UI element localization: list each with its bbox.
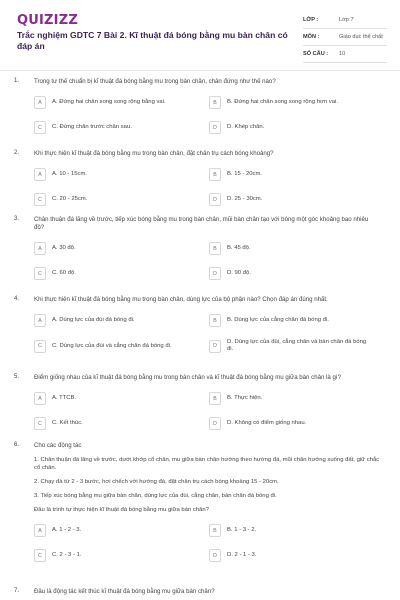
option-letter-box: B xyxy=(209,392,221,405)
answer-option-a[interactable] xyxy=(34,524,209,537)
question-number: 1. xyxy=(14,78,20,84)
meta-value: 10 xyxy=(339,51,346,57)
answer-options xyxy=(34,164,384,206)
option-text: A. Đứng hai chân song song rộng bằng vai. xyxy=(52,99,166,105)
question-number: 6. xyxy=(14,442,20,448)
question-text: Điểm giống nhau của kĩ thuật đá bóng bằng mu trong bàn chân và kĩ thuật đá bóng bằng mu giữa bàn chân là gì? xyxy=(34,374,341,381)
question-subtext: Đâu là trình tự thực hiện kĩ thuật đá bóng bằng mu giữa bàn chân? xyxy=(34,507,209,513)
option-text: B. 15 - 20cm. xyxy=(227,171,263,177)
question-text: Khi thực hiện kĩ thuật đá bóng bằng mu trong bàn chân, dùng lực của bộ phận nào? Chọn đáp án đúng nhất. xyxy=(34,296,328,303)
option-letter-box: B xyxy=(209,314,221,327)
option-letter-box: A xyxy=(34,96,46,109)
option-letter-box: A xyxy=(34,524,46,537)
answer-option-a[interactable] xyxy=(34,96,209,109)
option-letter-box: C xyxy=(34,121,46,134)
page-title: Trắc nghiệm GDTC 7 Bài 2. Kĩ thuật đá bóng bằng mu bàn chân có đáp án xyxy=(17,30,288,51)
option-letter-box: D xyxy=(209,340,221,353)
option-text: B. 1 - 3 - 2. xyxy=(227,527,257,533)
option-text: B. Thực hiện. xyxy=(227,395,263,401)
question-6 xyxy=(0,442,384,562)
answer-option-b[interactable] xyxy=(209,242,384,255)
option-letter-box: A xyxy=(34,314,46,327)
option-text: C. 60 độ. xyxy=(52,270,76,276)
answer-option-b[interactable] xyxy=(209,96,384,109)
option-text: C. Đứng chân trước chân sau. xyxy=(52,124,132,130)
answer-option-b[interactable] xyxy=(209,314,384,327)
question-number: 5. xyxy=(14,374,20,380)
option-letter-box: D xyxy=(209,417,221,430)
question-number: 3. xyxy=(14,216,20,222)
answer-option-d[interactable] xyxy=(209,267,384,280)
option-text: C. Kết thúc. xyxy=(52,420,83,426)
option-letter-box: B xyxy=(209,96,221,109)
option-letter-box: C xyxy=(34,340,46,353)
option-text: C. Dùng lực của đùi và cẳng chân đá bóng đi. xyxy=(52,342,172,349)
question-5 xyxy=(0,374,384,430)
answer-option-d[interactable] xyxy=(209,121,384,134)
option-letter-box: B xyxy=(209,242,221,255)
option-text: A. 1 - 2 - 3. xyxy=(52,527,82,533)
option-text: B. Dùng lực của cẳng chân đá bóng đi. xyxy=(227,317,329,323)
answer-option-c[interactable] xyxy=(34,417,209,430)
answer-option-d[interactable] xyxy=(209,339,384,353)
option-text: C. 2 - 3 - 1. xyxy=(52,552,82,558)
answer-options xyxy=(34,238,384,280)
quizizz-logo: QUIZIZZ xyxy=(17,13,78,28)
option-text: A. 10 - 15cm. xyxy=(52,171,88,177)
answer-option-d[interactable] xyxy=(209,417,384,430)
option-letter-box: C xyxy=(34,549,46,562)
option-letter-box: D xyxy=(209,267,221,280)
meta-value: Giáo dục thể chất xyxy=(339,34,383,40)
option-letter-box: C xyxy=(34,193,46,206)
option-letter-box: C xyxy=(34,267,46,280)
question-4 xyxy=(0,296,384,353)
answer-option-d[interactable] xyxy=(209,549,384,562)
answer-option-c[interactable] xyxy=(34,267,209,280)
option-text: A. TTCB. xyxy=(52,395,77,401)
question-subtext: 3. Tiếp xúc bóng bằng mu giữa bàn chân, dùng lực của đùi, cẳng chân, bàn chân đá bóng đi. xyxy=(34,493,277,499)
question-3 xyxy=(0,216,384,280)
question-number: 2. xyxy=(14,150,20,156)
option-text: D. 25 - 30cm. xyxy=(227,196,263,202)
question-number: 4. xyxy=(14,296,20,302)
answer-option-d[interactable] xyxy=(209,193,384,206)
option-letter-box: B xyxy=(209,168,221,181)
worksheet-header xyxy=(0,0,400,72)
question-text: Chân thuận đá lăng về trước, tiếp xúc bóng bằng mu trong bàn chân, mũi bàn chân tạo với bóng một góc khoảng bao nhiêu độ? xyxy=(34,216,369,231)
answer-option-b[interactable] xyxy=(209,524,384,537)
question-text: Đâu là động tác kết thúc kĩ thuật đá bóng bằng mu giữa bàn chân? xyxy=(34,588,215,595)
header-divider xyxy=(0,70,400,71)
answer-option-c[interactable] xyxy=(34,339,209,353)
option-letter-box: C xyxy=(34,417,46,430)
option-text: A. 30 độ. xyxy=(52,245,76,251)
option-letter-box: B xyxy=(209,524,221,537)
answer-option-b[interactable] xyxy=(209,392,384,405)
question-number: 7. xyxy=(14,588,20,594)
question-7 xyxy=(0,588,379,596)
answer-option-a[interactable] xyxy=(34,242,209,255)
question-text: Cho các động tác xyxy=(34,442,82,449)
answer-option-a[interactable] xyxy=(34,314,209,327)
meta-label: LỚP : xyxy=(303,17,319,23)
option-text: D. Không có điểm giống nhau. xyxy=(227,420,307,426)
answer-option-c[interactable] xyxy=(34,121,209,134)
meta-row-subject xyxy=(303,29,387,46)
meta-label: MÔN : xyxy=(303,34,320,40)
answer-options xyxy=(34,388,384,430)
answer-option-a[interactable] xyxy=(34,168,209,181)
question-subtext: 2. Chạy đà từ 2 - 3 bước, hơi chếch với hướng đá, đặt chân trụ cách bóng khoảng 15 - 20cm. xyxy=(34,479,279,485)
answer-option-c[interactable] xyxy=(34,549,209,562)
answer-option-b[interactable] xyxy=(209,168,384,181)
meta-row-class xyxy=(303,12,387,29)
question-1 xyxy=(0,78,384,134)
answer-options xyxy=(34,92,384,134)
option-letter-box: A xyxy=(34,392,46,405)
option-text: D. 2 - 1 - 3. xyxy=(227,552,257,558)
option-text: A. Dùng lực của đùi đá bóng đi. xyxy=(52,317,135,323)
option-text: C. 20 - 25cm. xyxy=(52,196,88,202)
question-subtext: 1. Chân thuận đá lăng về trước, dưới khớp cổ chân, mu giữa bàn chân hướng theo hướng đá, mũi chân hướng xuống đất, giữ chắc cổ chân. xyxy=(34,457,380,471)
option-text: D. 90 độ. xyxy=(227,270,251,276)
option-text: D. Khép chân. xyxy=(227,124,265,130)
option-text: D. Dùng lực của đùi, cẳng chân và bàn chân đá bóng đi. xyxy=(227,339,367,352)
option-letter-box: A xyxy=(34,168,46,181)
meta-table xyxy=(303,12,387,63)
meta-value: Lớp 7 xyxy=(339,17,354,23)
answer-options xyxy=(34,310,384,353)
option-letter-box: D xyxy=(209,549,221,562)
option-letter-box: D xyxy=(209,193,221,206)
option-letter-box: D xyxy=(209,121,221,134)
meta-label: SỐ CÂU : xyxy=(303,51,329,57)
option-letter-box: A xyxy=(34,242,46,255)
answer-option-a[interactable] xyxy=(34,392,209,405)
question-2 xyxy=(0,150,384,206)
question-text: Trong tư thế chuẩn bị kĩ thuật đá bóng bằng mu trong bàn chân, chân đứng như thế nào? xyxy=(34,78,276,85)
meta-row-count xyxy=(303,46,387,63)
option-text: B. 45 độ. xyxy=(227,245,251,251)
option-text: B. Đứng hai chân song song rộng hơn vai. xyxy=(227,99,338,105)
question-text: Khi thực hiện kĩ thuật đá bóng bằng mu trong bàn chân, đặt chân trụ cách bóng khoảng? xyxy=(34,150,274,157)
answer-option-c[interactable] xyxy=(34,193,209,206)
answer-options xyxy=(34,520,384,562)
